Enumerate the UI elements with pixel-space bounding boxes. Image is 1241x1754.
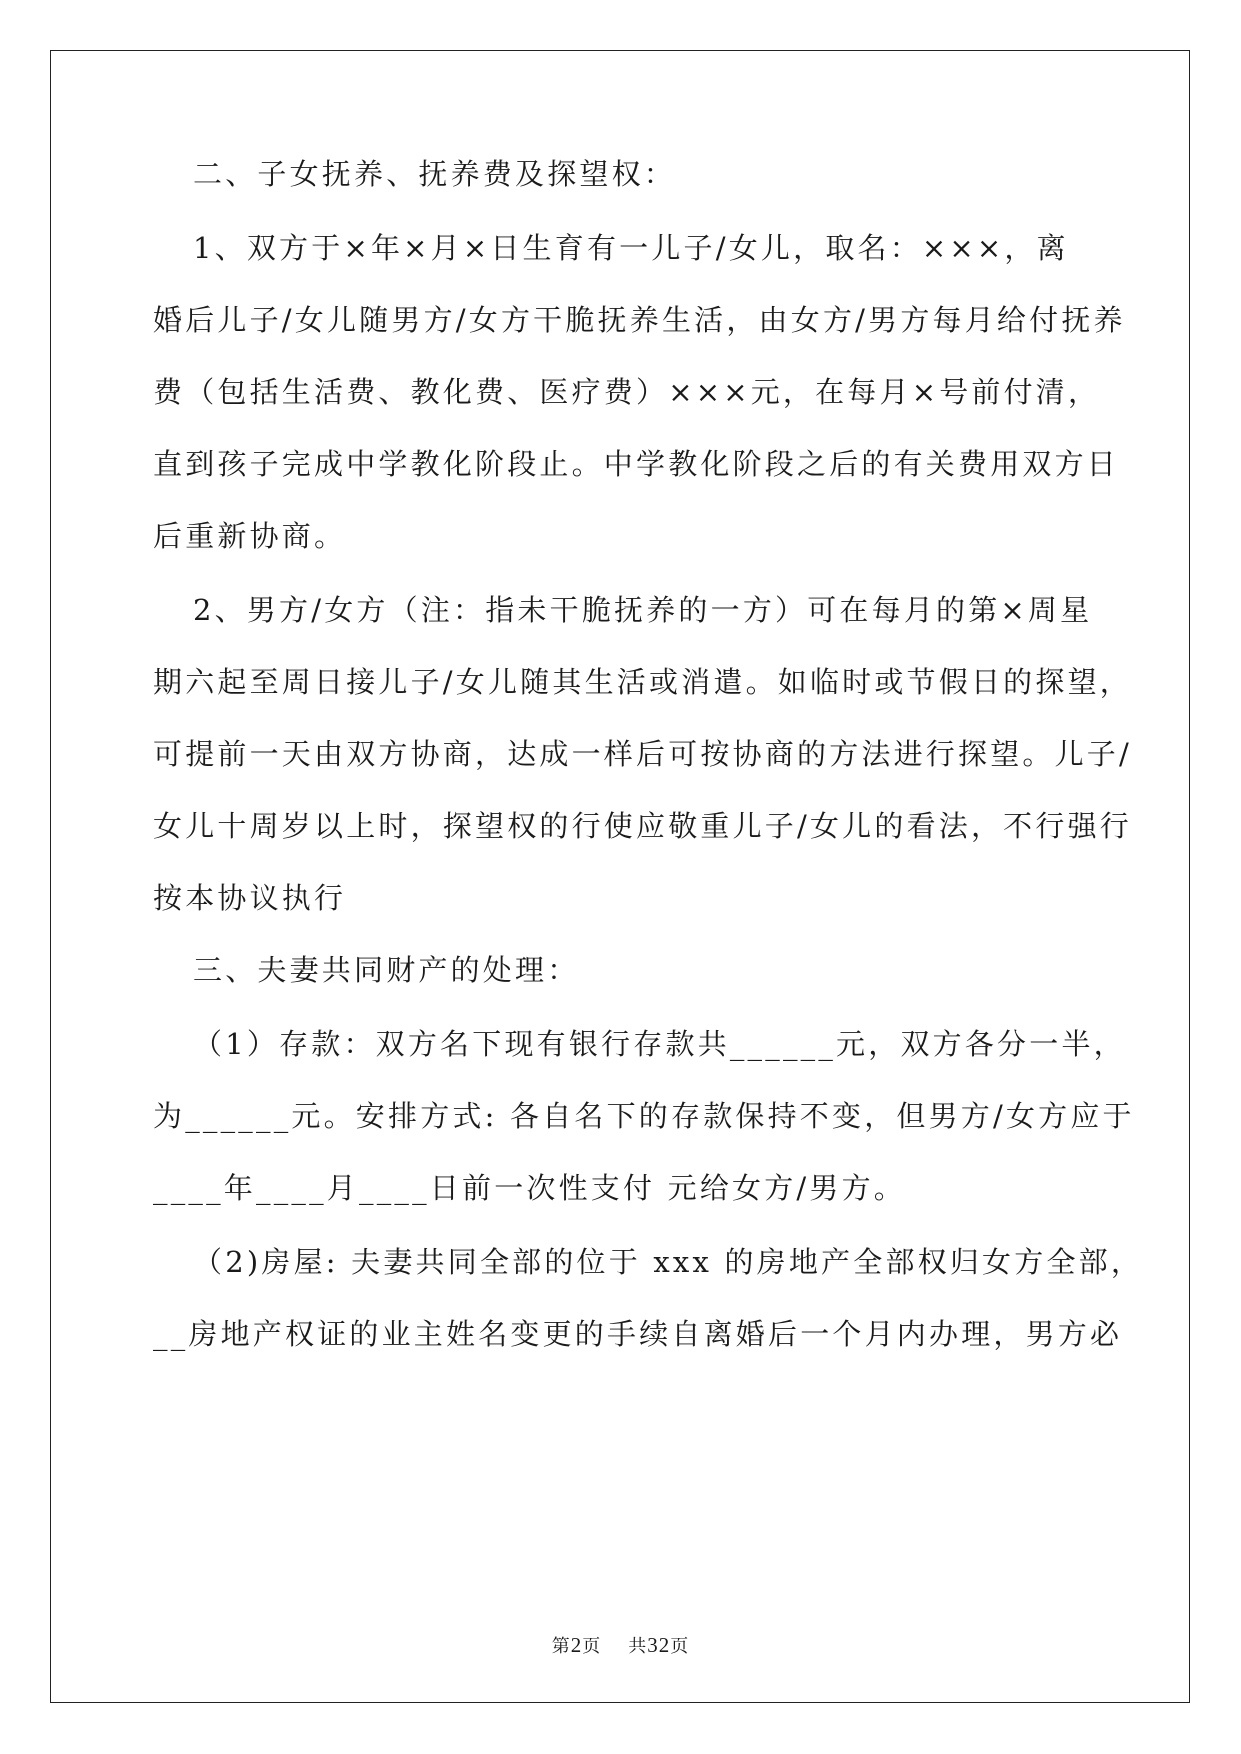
paragraph-line: 后重新协商。 (153, 519, 347, 553)
paragraph-line: 女儿十周岁以上时，探望权的行使应敬重儿子/女儿的看法，不行强行 (153, 809, 1132, 843)
paragraph-line: 2、男方/女方（注：指未干脆抚养的一方）可在每月的第×周星 (193, 593, 1093, 627)
paragraph-line: 为______元。安排方式: 各自名下的存款保持不变，但男方/女方应于 (153, 1099, 1135, 1133)
paragraph-line: 可提前一天由双方协商，达成一样后可按协商的方法进行探望。儿子/ (153, 737, 1132, 771)
page-border (50, 50, 1190, 1703)
paragraph-line: 1、双方于×年×月×日生育有一儿子/女儿，取名：×××，离 (193, 231, 1069, 265)
paragraph-line: 费（包括生活费、教化费、医疗费）×××元，在每月×号前付清， (153, 375, 1101, 409)
page-footer (0, 1632, 1241, 1658)
paragraph-line: ____年____月____日前一次性支付 元给女方/男方。 (153, 1171, 906, 1205)
page-prefix: 第 (551, 1636, 571, 1657)
total-suffix: 页 (670, 1636, 690, 1657)
paragraph-line: （1）存款：双方名下现有银行存款共______元，双方各分一半， (193, 1027, 1126, 1061)
paragraph-line: 期六起至周日接儿子/女儿随其生活或消遣。如临时或节假日的探望， (153, 665, 1132, 699)
paragraph-line: （2)房屋: 夫妻共同全部的位于 xxx 的房地产全部权归女方全部， (193, 1245, 1144, 1279)
paragraph-line: __房地产权证的业主姓名变更的手续自离婚后一个月内办理，男方必 (153, 1317, 1123, 1351)
paragraph-line: 按本协议执行 (153, 881, 347, 915)
paragraph-line: 直到孩子完成中学教化阶段止。中学教化阶段之后的有关费用双方日 (153, 447, 1120, 481)
section-heading-children: 二、子女抚养、抚养费及探望权： (193, 157, 677, 191)
page-suffix: 页 (582, 1636, 602, 1657)
section-heading-property: 三、夫妻共同财产的处理： (193, 953, 580, 987)
total-prefix: 共 (628, 1636, 648, 1657)
total-pages: 32 (647, 1633, 671, 1657)
paragraph-line: 婚后儿子/女儿随男方/女方干脆抚养生活，由女方/男方每月给付抚养 (153, 303, 1126, 337)
page-number: 2 (570, 1633, 583, 1657)
